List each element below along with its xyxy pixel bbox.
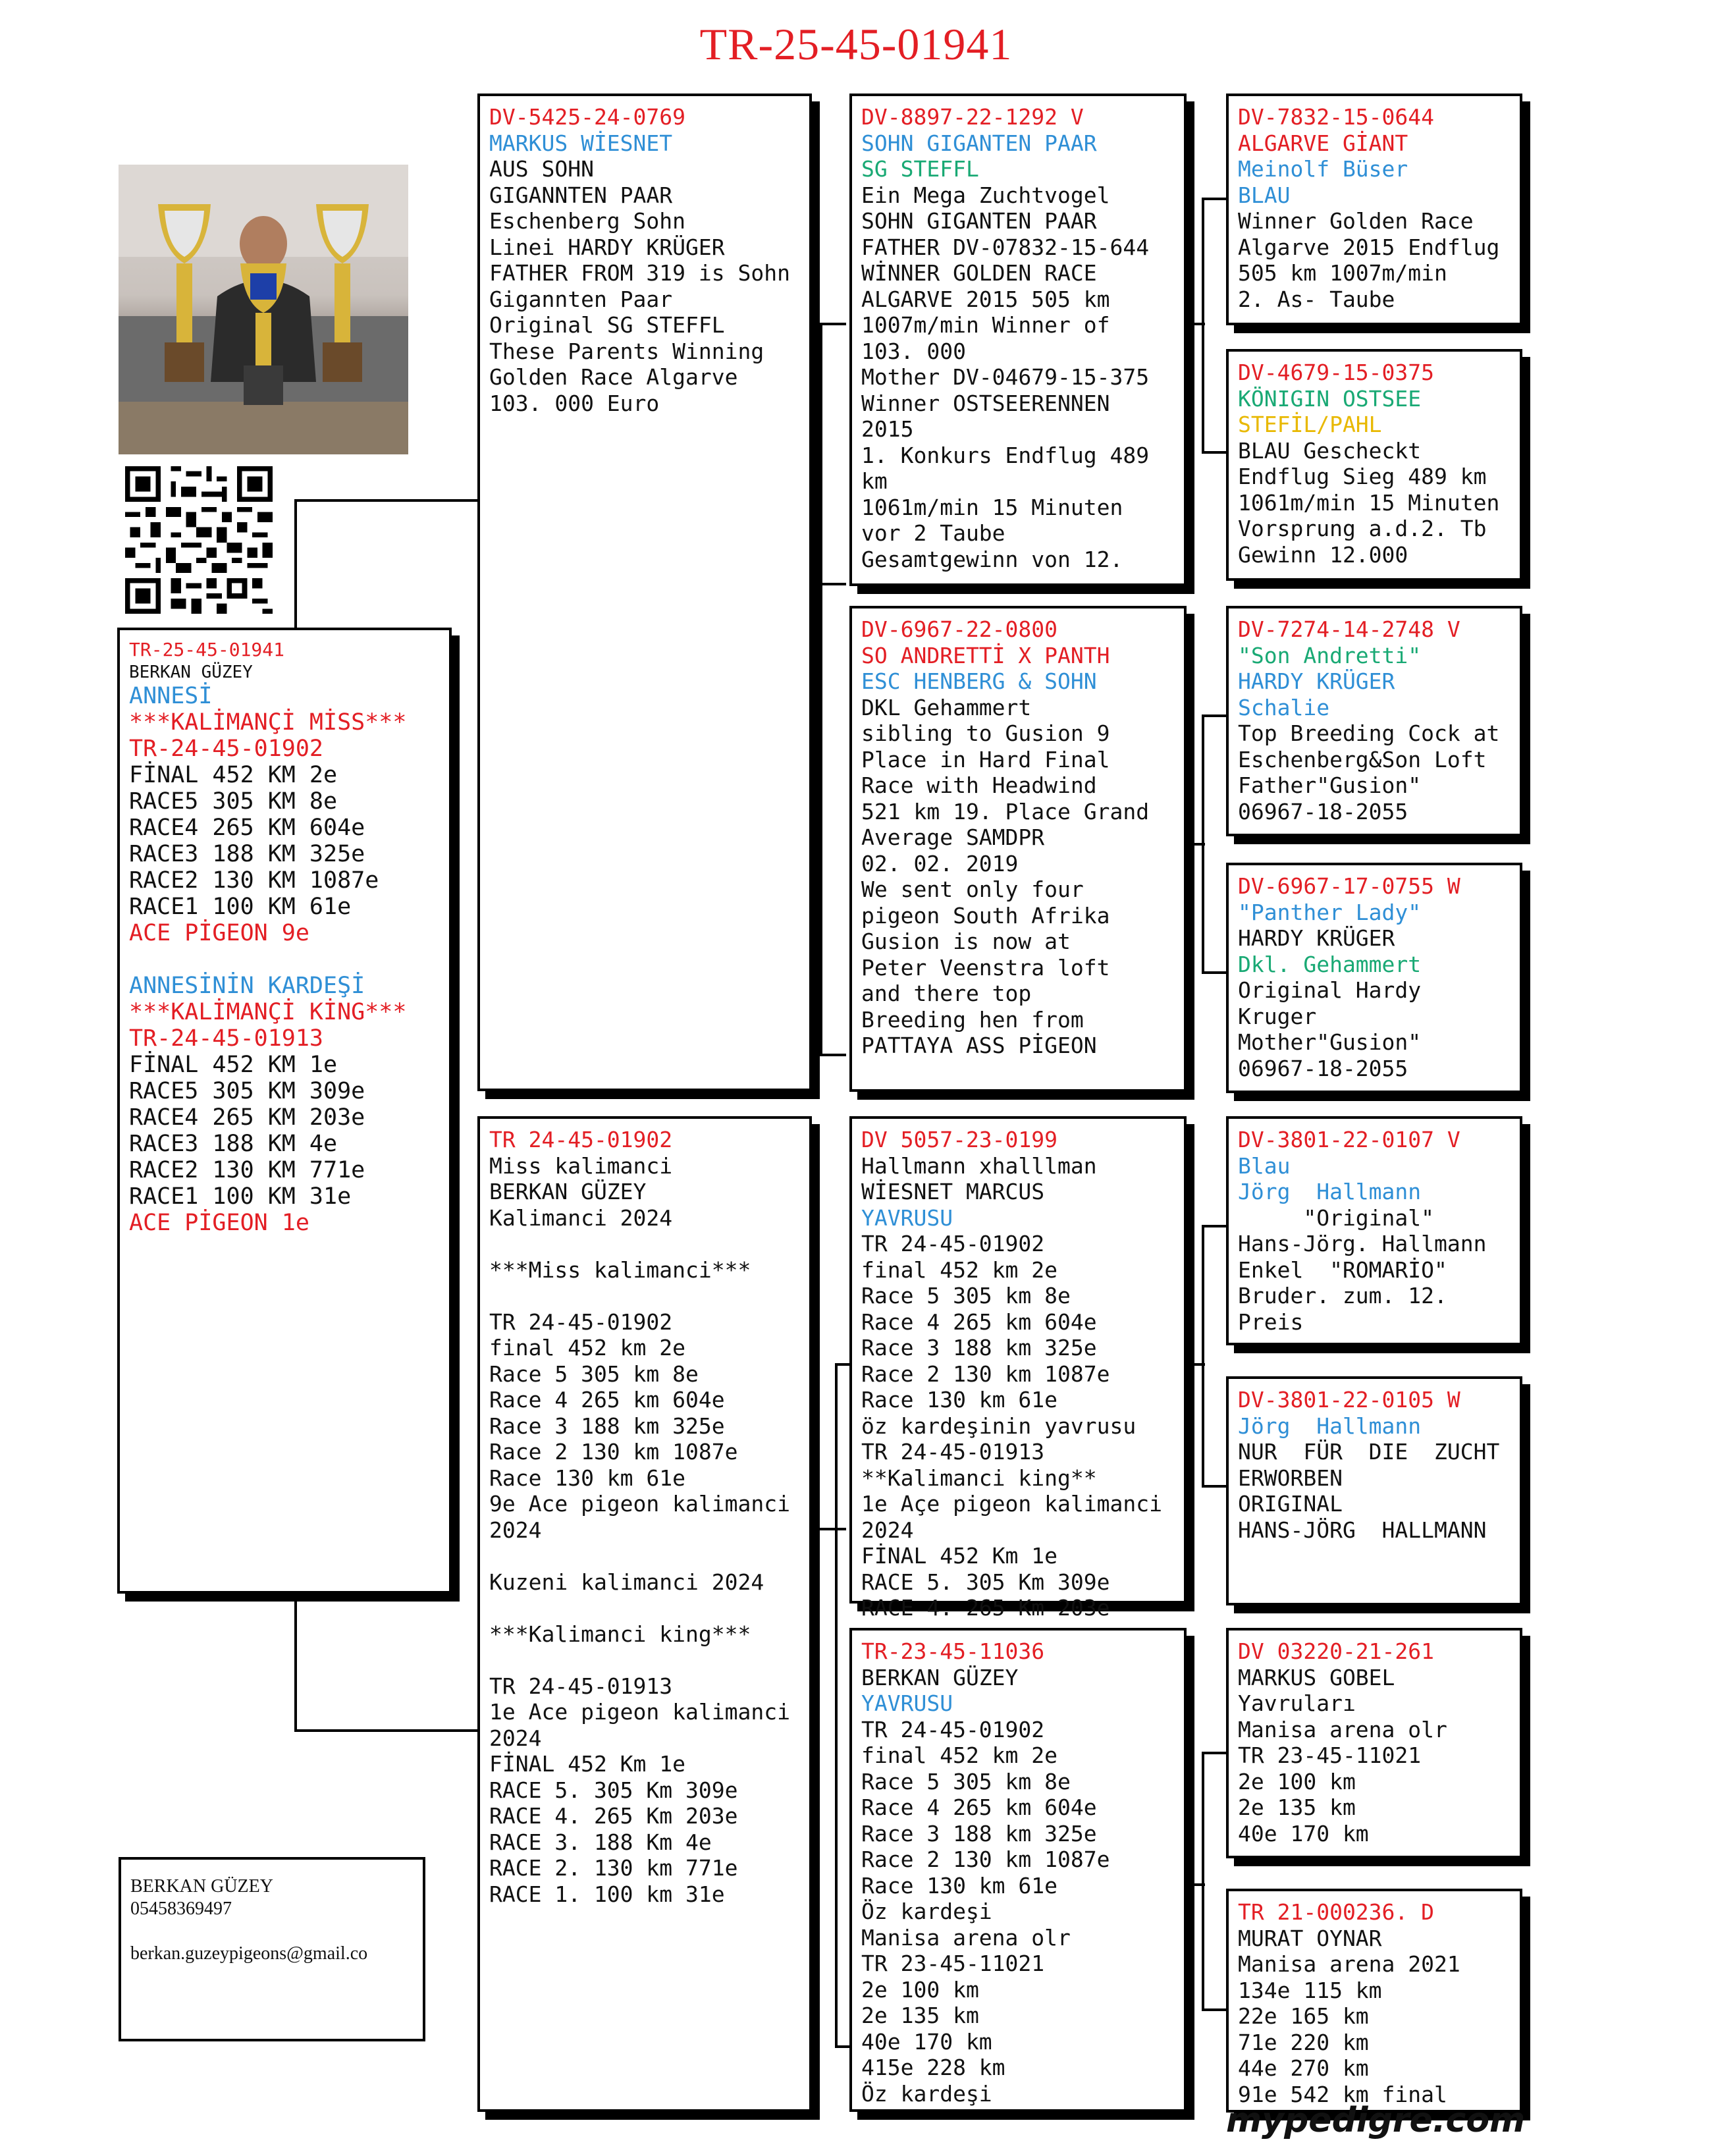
box-line: Race 5 305 km 8e	[861, 1283, 1071, 1308]
box-line: YAVRUSU	[861, 1690, 953, 1716]
connector-line	[1202, 1485, 1228, 1488]
box-line: We sent only four	[861, 876, 1084, 902]
box-line: HANS-JÖRG HALLMANN	[1238, 1517, 1487, 1543]
box-line: Kruger	[1238, 1003, 1317, 1029]
connector-line	[1202, 198, 1228, 200]
box-line: "Son Andretti"	[1238, 642, 1422, 668]
box-line: YAVRUSU	[861, 1204, 953, 1231]
box-line: DV-3801-22-0105 W	[1238, 1387, 1460, 1413]
box-line: DV-4679-15-0375	[1238, 360, 1435, 385]
box-line: HARDY KRÜGER	[1238, 668, 1395, 694]
box-line: 103. 000	[861, 338, 966, 364]
box-line: MARKUS GOBEL	[1238, 1664, 1395, 1690]
box-line: TR-24-45-01902	[129, 736, 324, 762]
box-line: DV 03220-21-261	[1238, 1638, 1435, 1664]
box-line: SOHN GIGANTEN PAAR	[861, 130, 1097, 156]
box-line: 22e 165 km	[1238, 2003, 1369, 2029]
box-line: BLAU	[1238, 182, 1291, 208]
box-line: km	[861, 468, 888, 494]
box-line: Manisa arena 2021	[1238, 1951, 1460, 1977]
box-line: Öz kardeşi	[861, 1899, 992, 1924]
sire-dam-box[interactable]	[849, 606, 1187, 1092]
dam-dam-dam-box[interactable]	[1226, 1889, 1522, 2113]
box-line: 1061m/min 15 Minuten	[861, 494, 1123, 520]
box-line: Kuzeni kalimanci 2024	[489, 1569, 764, 1595]
box-line	[489, 1543, 800, 1569]
box-line: RACE3 188 KM 4e	[129, 1131, 338, 1157]
box-line: Gewinn 12.000	[1238, 541, 1408, 568]
box-line: 505 km 1007m/min	[1238, 260, 1447, 286]
box-line: RACE2 130 KM 771e	[129, 1157, 365, 1183]
box-line: STEFİL/PAHL	[1238, 412, 1382, 437]
box-line: Blau	[1238, 1152, 1291, 1179]
box-line: 2e 100 km	[1238, 1768, 1356, 1794]
box-line: 2e 100 km	[861, 1976, 979, 2003]
box-line: TR-23-45-11036	[861, 1638, 1045, 1664]
box-line: TR 24-45-01902	[489, 1127, 673, 1152]
connector-line	[1202, 451, 1228, 454]
connector-line	[820, 323, 846, 325]
box-line: Race 2 130 km 1087e	[489, 1439, 738, 1465]
box-line: 2024	[489, 1725, 542, 1751]
box-line: Gusion is now at	[861, 929, 1071, 954]
box-line	[129, 946, 440, 973]
box-line: 71e 220 km	[1238, 2029, 1369, 2055]
sire-dam-sire-box[interactable]	[1226, 606, 1522, 836]
sire-box[interactable]	[477, 94, 812, 1091]
box-line	[489, 1231, 800, 1257]
box-line: pigeon South Afrika	[861, 902, 1110, 929]
box-line: ACE PİGEON 1e	[129, 1210, 309, 1236]
box-line: These Parents Winning	[489, 338, 764, 364]
connector-line	[1185, 1883, 1205, 1886]
box-line: Place in Hard Final	[861, 746, 1110, 772]
box-line: DV-6967-17-0755 W	[1238, 873, 1460, 899]
sire-dam-dam-box[interactable]	[1226, 863, 1522, 1093]
sire-sire-dam-box[interactable]	[1226, 349, 1522, 581]
box-line: RACE4 265 KM 604e	[129, 815, 365, 841]
box-line: 2015	[861, 416, 914, 442]
box-line: Breeding hen from	[861, 1006, 1084, 1033]
box-line: SG STEFFL	[861, 156, 979, 182]
box-line: BLAU Gescheckt	[1238, 437, 1422, 464]
box-line: Meinolf Büser	[1238, 156, 1408, 182]
box-line: MURAT OYNAR	[1238, 1925, 1382, 1951]
box-line: SO ANDRETTİ X PANTH	[861, 642, 1110, 668]
box-line: 521 km 19. Place Grand	[861, 798, 1150, 824]
box-line: Winner Golden Race	[1238, 208, 1474, 234]
connector-line	[294, 499, 297, 631]
box-line: RACE 1. 100 km 31e	[489, 1881, 725, 1907]
box-line: Jörg Hallmann	[1238, 1413, 1422, 1439]
box-line: Gigannten Paar	[489, 286, 673, 312]
box-line: Father"Gusion"	[1238, 772, 1422, 798]
box-line: Mother DV-04679-15-375	[861, 364, 1150, 390]
box-line: TR 21-000236. D	[1238, 1899, 1435, 1925]
box-line: AUS SOHN	[489, 156, 594, 182]
box-line: 1e Açe pigeon kalimanci	[861, 1491, 1162, 1517]
box-line: RACE 2. 130 km 771e	[489, 1855, 738, 1881]
box-line: DV 5057-23-0199	[861, 1127, 1058, 1152]
box-line: RACE 4. 265 Km 203e	[489, 1803, 738, 1829]
box-line: 2. As- Taube	[1238, 286, 1395, 312]
box-line: 415e 228 km	[861, 2055, 1005, 2080]
connector-line	[1202, 1225, 1228, 1227]
box-line: Mother"Gusion"	[1238, 1029, 1422, 1055]
dam-dam-box[interactable]	[849, 1628, 1187, 2112]
box-line: NUR FÜR DIE ZUCHT	[1238, 1439, 1500, 1465]
connector-line	[294, 1594, 297, 1732]
box-line: and there top	[861, 981, 1032, 1006]
box-line: RACE 3. 188 Km 4e	[489, 1829, 712, 1855]
box-line: FATHER DV-07832-15-644	[861, 234, 1150, 260]
pedigree-title: TR-25-45-01941	[699, 19, 1013, 69]
connector-line	[294, 499, 479, 502]
box-line: ESC HENBERG & SOHN	[861, 668, 1097, 694]
box-line: final 452 km 2e	[861, 1256, 1058, 1283]
connector-line	[1202, 971, 1228, 974]
box-line: Yavruları	[1238, 1690, 1356, 1716]
box-line: Endflug Sieg 489 km	[1238, 464, 1487, 489]
box-line: Average SAMDPR	[861, 824, 1045, 850]
box-line: 1. Konkurs Endflug 489	[861, 442, 1150, 468]
box-line: FATHER FROM 319 is Sohn	[489, 260, 790, 286]
box-line: FİNAL 452 Km 1e	[489, 1751, 686, 1777]
box-line: RACE 5. 305 Km 309e	[861, 1569, 1110, 1595]
contact-phone[interactable]: 05458369497	[130, 1899, 232, 1919]
sire-sire-box[interactable]	[849, 94, 1187, 586]
box-line: BERKAN GÜZEY	[129, 662, 253, 682]
box-line: ANNESİ	[129, 683, 213, 709]
site-brand[interactable]: mypedigre.com	[1226, 2101, 1526, 2140]
breeder-contact-box	[119, 1857, 425, 2041]
box-line: 1061m/min 15 Minuten	[1238, 489, 1500, 516]
box-line: DKL Gehammert	[861, 694, 1032, 720]
box-line	[489, 1595, 800, 1621]
box-line: "Panther Lady"	[1238, 899, 1422, 925]
box-line: Race 3 188 km 325e	[861, 1335, 1097, 1361]
box-line: Race 5 305 km 8e	[861, 1768, 1071, 1794]
connector-line	[820, 1528, 846, 1530]
box-line: Hallmann xhalllman	[861, 1152, 1097, 1179]
contact-email[interactable]: berkan.guzeypigeons@gmail.co	[130, 1943, 368, 1964]
box-line: KÖNIGIN OSTSEE	[1238, 385, 1422, 412]
box-line: PATTAYA ASS PİGEON	[861, 1033, 1097, 1058]
box-line: DV-7274-14-2748 V	[1238, 616, 1460, 642]
box-line: Top Breeding Cock at	[1238, 720, 1500, 746]
box-line: Jörg Hallmann	[1238, 1179, 1422, 1204]
box-line: "Original"	[1238, 1204, 1435, 1231]
box-line: final 452 km 2e	[861, 1742, 1058, 1768]
box-line: ERWORBEN	[1238, 1465, 1343, 1491]
box-line: Miss kalimanci	[489, 1152, 673, 1179]
box-line: BERKAN GÜZEY	[489, 1179, 647, 1204]
box-line: 103. 000 Euro	[489, 390, 660, 416]
box-line: WİESNET MARCUS	[861, 1179, 1045, 1204]
box-line: RACE2 130 KM 1087e	[129, 867, 379, 894]
box-line: Ein Mega Zuchtvogel	[861, 182, 1110, 208]
box-line: RACE 5. 305 Km 309e	[489, 1777, 738, 1803]
box-line: 1e Ace pigeon kalimanci	[489, 1699, 790, 1725]
box-line: WİNNER GOLDEN RACE	[861, 260, 1097, 286]
box-line: Kalimanci 2024	[489, 1204, 673, 1231]
box-line: 44e 270 km	[1238, 2055, 1369, 2081]
box-line: Race 4 265 km 604e	[489, 1387, 725, 1413]
box-line: TR 24-45-01913	[861, 1439, 1045, 1465]
box-line: TR 24-45-01902	[861, 1231, 1045, 1256]
box-line: Öz kardeşi	[861, 2080, 992, 2107]
connector-line	[1185, 1363, 1205, 1366]
box-line: ALGARVE GİANT	[1238, 130, 1408, 156]
box-line: sibling to Gusion 9	[861, 720, 1110, 746]
box-line: Race 4 265 km 604e	[861, 1308, 1097, 1335]
box-line: ***Miss kalimanci***	[489, 1256, 751, 1283]
dam-box[interactable]	[477, 1116, 812, 2112]
box-line: ORIGINAL	[1238, 1491, 1343, 1517]
box-line: Dkl. Gehammert	[1238, 951, 1422, 977]
sire-sire-sire-box[interactable]	[1226, 94, 1522, 325]
box-line: Enkel "ROMARİO"	[1238, 1256, 1447, 1283]
box-line: final 452 km 2e	[489, 1335, 686, 1361]
box-line: Golden Race Algarve	[489, 364, 738, 390]
box-line: TR 23-45-11021	[861, 1951, 1045, 1976]
box-line: DV-3801-22-0107 V	[1238, 1127, 1460, 1152]
dam-dam-sire-box[interactable]	[1226, 1628, 1522, 1858]
connector-line	[1185, 323, 1205, 325]
box-line: Race 2 130 km 1087e	[861, 1361, 1110, 1387]
connector-line	[820, 323, 822, 1054]
box-line: DV-6967-22-0800	[861, 616, 1058, 642]
box-line: RACE4 265 KM 203e	[129, 1104, 365, 1131]
box-line: ANNESİNİN KARDEŞİ	[129, 973, 365, 999]
box-line: Eschenberg&Son Loft	[1238, 746, 1487, 772]
box-line: RACE 4. 265 Km 203e	[861, 1595, 1110, 1621]
box-line: 06967-18-2055	[1238, 798, 1408, 824]
connector-line	[835, 1363, 838, 2048]
contact-spacer	[130, 1920, 414, 1943]
box-line: Linei HARDY KRÜGER	[489, 234, 725, 260]
box-line: RACE5 305 KM 8e	[129, 788, 338, 815]
box-line: Vorsprung a.d.2. Tb	[1238, 516, 1487, 541]
box-line: MARKUS WİESNET	[489, 130, 673, 156]
box-line: Algarve 2015 Endflug	[1238, 234, 1500, 260]
box-line: Race 5 305 km 8e	[489, 1361, 699, 1387]
box-line: 02. 02. 2019	[861, 850, 1019, 876]
box-line: öz kardeşinin yavrusu	[861, 1413, 1137, 1439]
box-line: Original Hardy	[1238, 977, 1422, 1003]
box-line: HARDY KRÜGER	[1238, 925, 1395, 951]
box-line: ***KALİMANÇİ KİNG***	[129, 999, 407, 1025]
box-line: Peter Veenstra loft	[861, 954, 1110, 981]
owner-photo	[119, 165, 408, 454]
box-line: TR-24-45-01913	[129, 1025, 324, 1052]
box-line	[489, 1283, 800, 1309]
qr-code[interactable]	[125, 466, 273, 614]
box-line: Race 130 km 61e	[861, 1387, 1058, 1413]
box-line: FİNAL 452 KM 1e	[129, 1052, 338, 1078]
box-line: TR 24-45-01902	[861, 1716, 1045, 1742]
connector-line	[294, 1729, 479, 1732]
dam-sire-box[interactable]	[849, 1116, 1187, 1621]
box-line: DV-5425-24-0769	[489, 104, 686, 130]
box-line: Race 130 km 61e	[489, 1465, 686, 1491]
connector-line	[1202, 1225, 1204, 1485]
box-line: 06967-18-2055	[1238, 1055, 1408, 1081]
box-line: DV-7832-15-0644	[1238, 104, 1435, 130]
box-line: 2e 135 km	[861, 2003, 979, 2028]
box-line: RACE5 305 KM 309e	[129, 1078, 365, 1104]
box-line: Race 3 188 km 325e	[861, 1820, 1097, 1846]
box-line: Eschenberg Sohn	[489, 208, 686, 234]
dam-sire-dam-box[interactable]	[1226, 1376, 1522, 1605]
dam-sire-sire-box[interactable]	[1226, 1116, 1522, 1345]
box-line: Winner OSTSEERENNEN	[861, 390, 1110, 416]
connector-line	[1202, 714, 1228, 717]
box-line: RACE1 100 KM 61e	[129, 894, 352, 920]
box-line: Gesamtgewinn von 12.	[861, 546, 1123, 572]
box-line: TR 24-45-01902	[489, 1308, 673, 1335]
box-line: TR 23-45-11021	[1238, 1742, 1422, 1768]
connector-line	[1202, 1752, 1228, 1754]
box-line: ACE PİGEON 9e	[129, 920, 309, 946]
box-line: 9e Ace pigeon kalimanci	[489, 1491, 790, 1517]
box-line: RACE3 188 KM 325e	[129, 841, 365, 867]
box-line: Bruder. zum. 12.	[1238, 1283, 1447, 1308]
box-line: 40e 170 km	[861, 2028, 992, 2055]
box-line	[489, 1647, 800, 1673]
box-line: TR 24-45-01913	[489, 1673, 673, 1699]
box-line: Hans-Jörg. Hallmann	[1238, 1231, 1487, 1256]
connector-line	[820, 1054, 846, 1056]
box-line: Race 2 130 km 1087e	[861, 1846, 1110, 1872]
box-line: GIGANNTEN PAAR	[489, 182, 673, 208]
box-line: ***Kalimanci king***	[489, 1621, 751, 1647]
box-line: RACE1 100 KM 31e	[129, 1183, 352, 1210]
box-line: vor 2 Taube	[861, 520, 1005, 546]
box-line: Race 4 265 km 604e	[861, 1794, 1097, 1820]
box-line: Race 130 km 61e	[861, 1872, 1058, 1899]
box-line: SOHN GIGANTEN PAAR	[861, 208, 1097, 234]
box-line: Manisa arena olr	[1238, 1716, 1447, 1742]
box-line: 134e 115 km	[1238, 1977, 1382, 2003]
box-line: Race with Headwind	[861, 772, 1097, 798]
box-line: Original SG STEFFL	[489, 312, 725, 338]
box-line: DV-8897-22-1292 V	[861, 104, 1084, 130]
box-line: **Kalimanci king**	[861, 1465, 1097, 1491]
connector-line	[1202, 1752, 1204, 2008]
box-line: 40e 170 km	[1238, 1820, 1369, 1846]
contact-name: BERKAN GÜZEY	[130, 1876, 273, 1897]
box-line: 2024	[861, 1517, 914, 1543]
box-line: ***KALİMANÇİ MİSS***	[129, 709, 407, 736]
box-line: 91e 542 km final	[1238, 2081, 1447, 2107]
connector-line	[1202, 2008, 1228, 2011]
box-line: Race 3 188 km 325e	[489, 1413, 725, 1439]
box-line: Manisa arena olr	[861, 1924, 1071, 1951]
box-line: Preis	[1238, 1308, 1304, 1335]
box-line: 2e 135 km	[1238, 1794, 1356, 1820]
box-line: FİNAL 452 KM 2e	[129, 762, 338, 788]
box-line: 2024	[489, 1517, 542, 1543]
box-line: TR-25-45-01941	[129, 639, 285, 660]
box-line: BERKAN GÜZEY	[861, 1664, 1019, 1690]
subject-pigeon-box[interactable]	[117, 628, 452, 1594]
box-line: Schalie	[1238, 694, 1330, 720]
box-line: FİNAL 452 Km 1e	[861, 1543, 1058, 1569]
connector-line	[1185, 843, 1205, 846]
box-line: ALGARVE 2015 505 km	[861, 286, 1110, 312]
box-line: 1007m/min Winner of	[861, 312, 1110, 338]
